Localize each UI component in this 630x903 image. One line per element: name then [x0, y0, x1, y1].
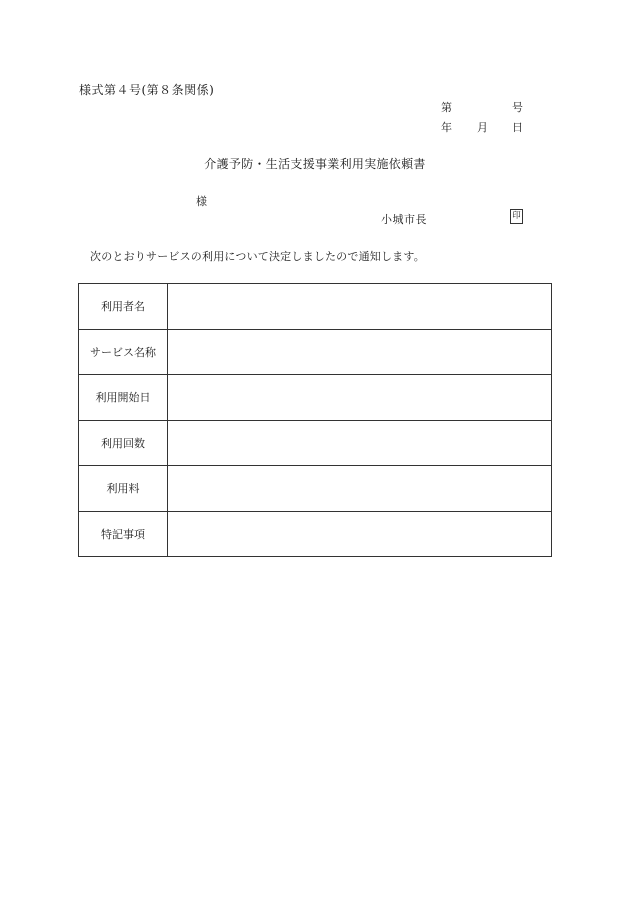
row-label-service-name: サービス名称 [79, 329, 168, 375]
row-value-start-date[interactable] [168, 375, 552, 421]
doc-number-suffix: 号 [512, 101, 523, 114]
table-row [79, 284, 552, 330]
row-value-fee[interactable] [168, 466, 552, 512]
row-value-usage-count[interactable] [168, 420, 552, 466]
date-month-label: 月 [477, 121, 488, 134]
row-label-start-date: 利用開始日 [79, 375, 168, 421]
sender-name: 小城市長 [381, 213, 427, 226]
table-row [79, 329, 552, 375]
document-title: 介護予防・生活支援事業利用実施依頼書 [204, 157, 426, 171]
row-value-user-name[interactable] [168, 284, 552, 330]
row-label-fee: 利用料 [79, 466, 168, 512]
request-form-table [78, 283, 552, 557]
date-day-label: 日 [512, 121, 523, 134]
date-year-label: 年 [441, 121, 452, 134]
table-row [79, 420, 552, 466]
table-row [79, 466, 552, 512]
seal-mark: 印 [510, 209, 523, 224]
addressee-suffix: 様 [196, 195, 207, 208]
row-label-user-name: 利用者名 [79, 284, 168, 330]
intro-text: 次のとおりサービスの利用について決定しましたので通知します。 [90, 250, 425, 263]
doc-number-prefix: 第 [441, 101, 452, 114]
row-label-usage-count: 利用回数 [79, 420, 168, 466]
table-row [79, 375, 552, 421]
row-label-remarks: 特記事項 [79, 511, 168, 557]
table-row [79, 511, 552, 557]
row-value-remarks[interactable] [168, 511, 552, 557]
form-number: 様式第４号(第８条関係) [79, 83, 215, 97]
row-value-service-name[interactable] [168, 329, 552, 375]
